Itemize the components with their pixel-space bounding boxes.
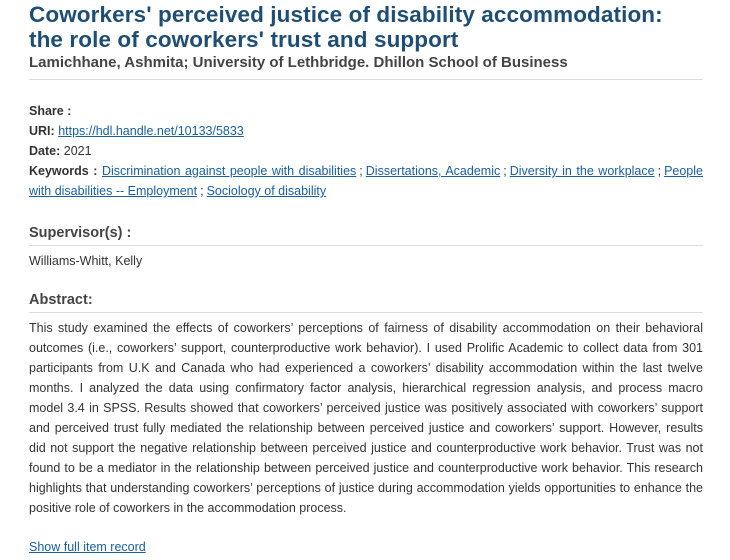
supervisor-heading: Supervisor(s) : [29, 225, 132, 241]
keyword-link-5[interactable]: Sociology of disability [206, 184, 327, 198]
share-row [29, 101, 703, 121]
keywords-label: Keywords : [29, 164, 98, 178]
abstract-section [29, 290, 703, 518]
item-title: Coworkers' perceived justice of disability accommodation: the role of coworkers' trust and support [29, 2, 663, 52]
keyword-separator: ; [200, 184, 204, 198]
keyword-link-2[interactable]: Dissertations, Academic [365, 164, 501, 178]
keywords-row [29, 161, 703, 201]
keyword-link-3[interactable]: Diversity in the workplace [509, 164, 655, 178]
show-full-record-link[interactable]: Show full item record [29, 540, 146, 554]
supervisor-name: Williams-Whitt, Kelly [29, 254, 143, 268]
uri-link[interactable]: https://hdl.handle.net/10133/5833 [58, 124, 244, 138]
supervisor-divider [29, 245, 703, 246]
keyword-link-1[interactable]: Discrimination against people with disabilities [101, 164, 357, 178]
keyword-link-4[interactable]: People with disabilities -- Employment [29, 164, 703, 198]
uri-row [29, 121, 703, 141]
item-metadata [29, 101, 703, 201]
date-value: 2021 [63, 144, 92, 158]
uri-label: URI: [29, 124, 55, 138]
abstract-heading: Abstract: [29, 292, 93, 308]
share-label: Share : [29, 104, 72, 118]
date-row [29, 141, 703, 161]
keyword-separator: ; [503, 164, 507, 178]
abstract-divider [29, 312, 703, 313]
date-label: Date: [29, 144, 61, 158]
item-authors: Lamichhane, Ashmita; University of Lethbridge. Dhillon School of Business [29, 54, 568, 71]
item-page [0, 2, 730, 557]
abstract-text: This study examined the effects of coworkers’ perceptions of fairness of disability accommodation on their behavioral outcomes (i.e., coworkers’ support, counterproductive work behavior). I used Prolific Academic to collect data from 301 participants from U.K and Canada who had experienced a coworkers’ disability accommodation within the last twelve months. I analyzed the data using confirmatory factor analysis, hierarchical regression analysis, and process macro model 3.4 in SPSS. Results showed that coworkers’ perceived justice was positively associated with coworkers’ support and perceived trust fully mediated the relationship between perceived justice and coworkers’ support. However, results did not support the negative relationship between perceived justice and counterproductive work behavior. Trust was not found to be a mediator in the relationship between perceived justice and counterproductive work behavior. This research highlights that understanding coworkers’ perceptions of justice during accommodation yields opportunities to enhance the positive role of coworkers in the accommodation process. [29, 321, 703, 515]
keyword-separator: ; [359, 164, 363, 178]
supervisor-section [29, 223, 703, 271]
title-divider [29, 79, 703, 80]
keyword-separator: ; [657, 164, 662, 178]
